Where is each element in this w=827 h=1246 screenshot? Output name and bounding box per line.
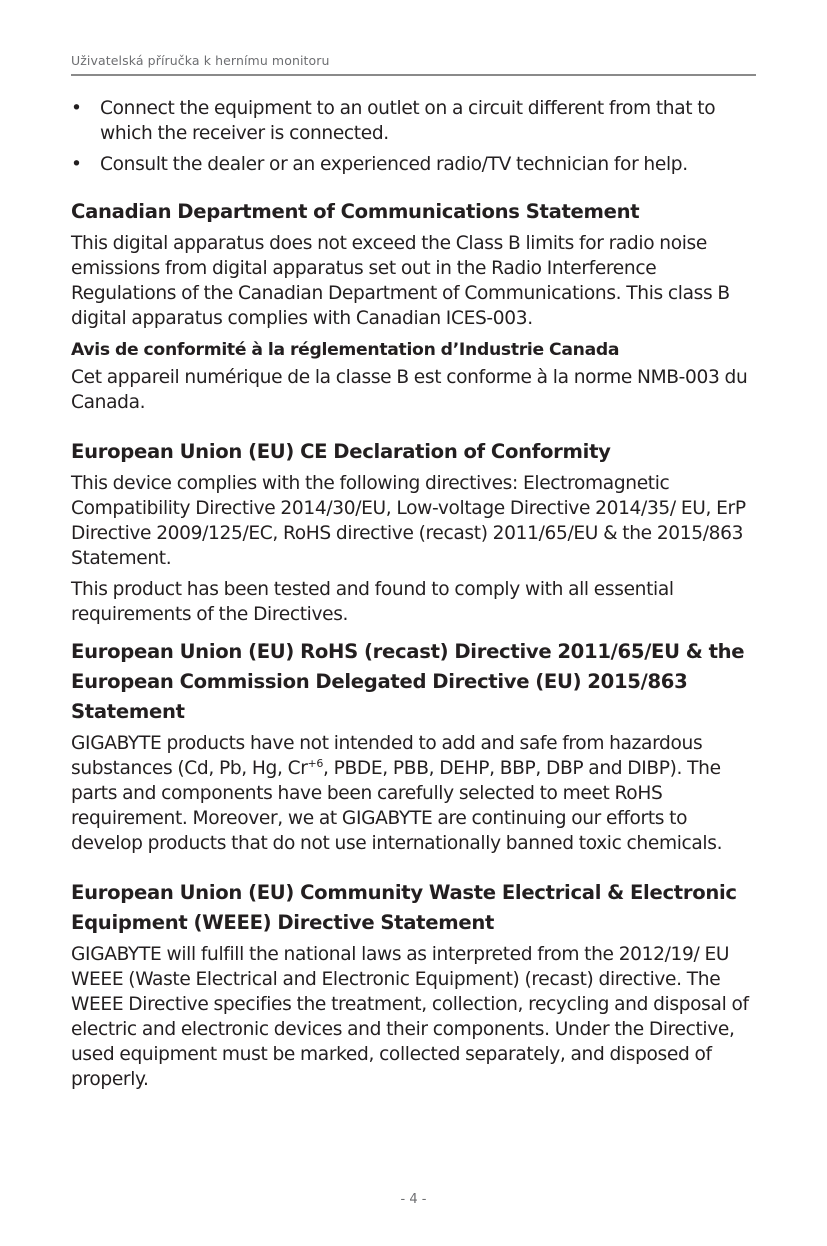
running-header: Uživatelská příručka k hernímu monitoru xyxy=(71,53,330,68)
list-item xyxy=(71,96,757,146)
rohs-text-part1: GIGABYTE products have not intended to add and safe from hazardous substances (Cd, Pb, Hg, Cr xyxy=(71,733,703,779)
section-eu-weee xyxy=(71,878,757,1092)
chromium-superscript: +6 xyxy=(307,756,324,770)
section-heading-eu-rohs: European Union (EU) RoHS (recast) Directive 2011/65/EU & the European Commission Delegated Directive (EU) 2015/863 Statement xyxy=(71,640,745,723)
subheading-industrie-canada: Avis de conformité à la réglementation d’Industrie Canada xyxy=(71,340,620,360)
bullet-list xyxy=(71,96,757,177)
header-divider xyxy=(71,74,756,76)
rohs-text-part2: , PBDE, PBB, DEHP, BBP, DBP and DIBP). The parts and components have been carefully selected to meet RoHS requirement. Moreover, we at GIGABYTE are continuing our efforts to develop products that do not use internationally banned toxic chemicals. xyxy=(71,758,723,854)
section-body-eu-ce-2: This product has been tested and found to comply with all essential requirements of the Directives. xyxy=(71,579,674,625)
section-body-eu-weee: GIGABYTE will fulfill the national laws as interpreted from the 2012/19/ EU WEEE (Waste Electrical and Electronic Equipment) (recast) directive. The WEEE Directive specifies the treatment, collection, recycling and disposal of electric and electronic devices and their components. Under the Directive, used equipment must be marked, collected separately, and disposed of properly. xyxy=(71,944,749,1090)
section-body-eu-ce: This device complies with the following directives: Electromagnetic Compatibility Directive 2014/30/EU, Low-voltage Directive 2014/35/ EU, ErP Directive 2009/125/EC, RoHS directive (recast) 2011/65/EU & the 2015/863 Statement. xyxy=(71,473,746,569)
section-body-canada-fr: Cet appareil numérique de la classe B est conforme à la norme NMB-003 du Canada. xyxy=(71,367,748,413)
list-item-text: Consult the dealer or an experienced radio/TV technician for help. xyxy=(100,154,688,175)
section-eu-rohs xyxy=(71,637,757,856)
bullet-glyph: • xyxy=(71,154,82,175)
page-number: - 4 - xyxy=(400,1192,427,1207)
list-item-text: Connect the equipment to an outlet on a circuit different from that to which the receiver is connected. xyxy=(100,98,716,144)
section-heading-eu-weee: European Union (EU) Community Waste Electrical & Electronic Equipment (WEEE) Directive Statement xyxy=(71,881,737,934)
list-item xyxy=(71,152,757,177)
section-body-canada: This digital apparatus does not exceed the Class B limits for radio noise emissions from digital apparatus set out in the Radio Interference Regulations of the Canadian Department of Communications. This class B digital apparatus complies with Canadian ICES-003. xyxy=(71,233,730,329)
bullet-glyph: • xyxy=(71,98,82,119)
section-eu-ce xyxy=(71,437,757,627)
section-canada xyxy=(71,197,757,415)
section-heading-eu-ce: European Union (EU) CE Declaration of Conformity xyxy=(71,440,611,463)
page-content xyxy=(71,96,757,1098)
section-heading-canada: Canadian Department of Communications Statement xyxy=(71,200,640,223)
section-body-eu-rohs xyxy=(71,731,757,856)
